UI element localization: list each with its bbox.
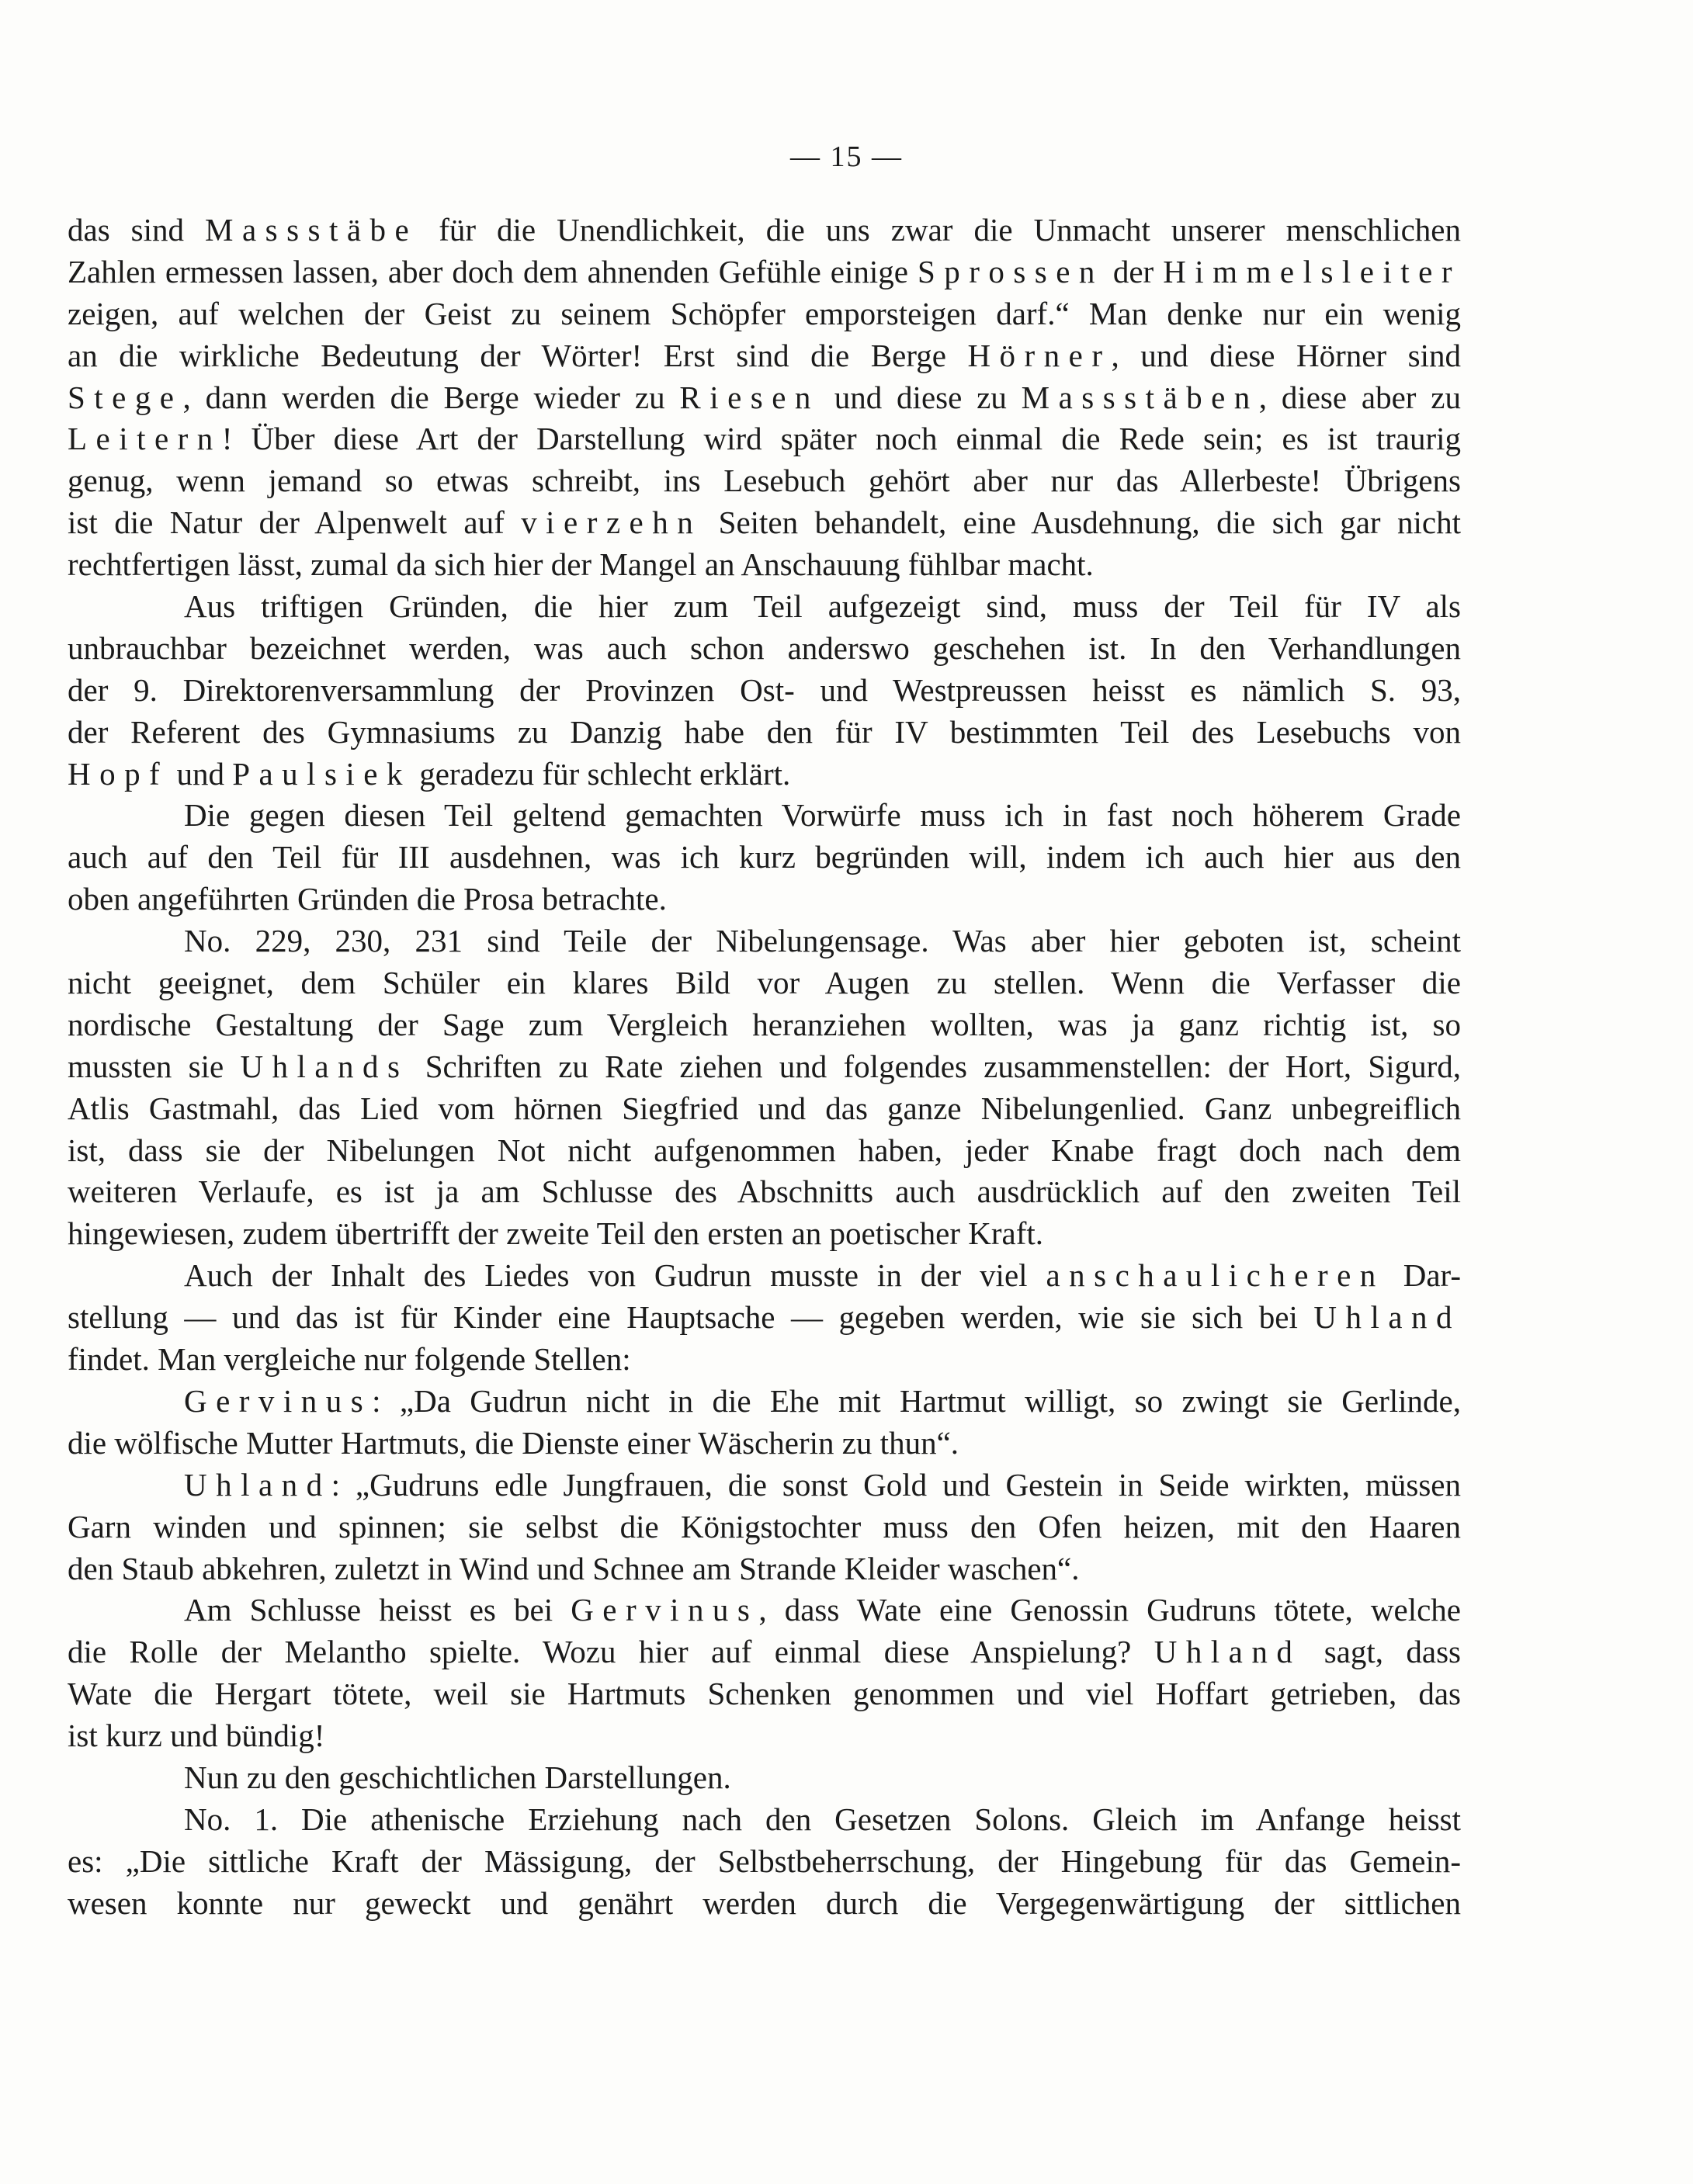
text-line <box>68 502 1461 544</box>
text-run: die wölfische Mutter Hartmuts, die Dienste einer Wäscherin zu thun“. <box>68 1424 959 1461</box>
text-line <box>68 1255 1461 1297</box>
text-line <box>68 1423 1461 1465</box>
text-line <box>68 1213 1461 1255</box>
text-line <box>68 1548 1461 1590</box>
text-run: und diese zu <box>819 379 1022 415</box>
text-line <box>68 418 1461 460</box>
text-run: ist, dass sie der Nibelungen Not nicht aufgenommen haben, jeder Knabe fragt doch nach dem <box>68 1132 1461 1168</box>
text-line <box>68 1841 1461 1883</box>
text-run: : „Gudruns edle Jungfrauen, die sonst Gold und Gestein in Seide wirkten, müssen <box>331 1466 1461 1503</box>
text-line <box>68 1757 1461 1799</box>
text-run: findet. Man vergleiche nur folgende Stellen: <box>68 1341 631 1378</box>
text-line <box>68 1883 1461 1925</box>
text-line <box>68 920 1461 962</box>
text-line <box>68 377 1461 419</box>
spaced-emphasis: vierzehn <box>521 504 703 541</box>
text-run: den Staub abkehren, zuletzt in Wind und Schnee am Strande Kleider waschen“. <box>68 1550 1080 1586</box>
text-run: No. 229, 230, 231 sind Teile der Nibelungensage. Was aber hier geboten ist, scheint <box>184 923 1461 959</box>
spaced-emphasis: Leitern <box>68 421 222 457</box>
text-run: für die Unendlichkeit, die uns zwar die Unmacht unserer menschlichen <box>418 212 1461 248</box>
spaced-emphasis: Himmelsleiter <box>1163 253 1461 289</box>
text-line <box>68 1715 1461 1757</box>
text-line <box>68 1506 1461 1548</box>
text-line <box>68 460 1461 502</box>
text-run: Zahlen ermessen lassen, aber doch dem ahnenden Gefühle einige <box>68 253 918 289</box>
text-run: Nun zu den geschichtlichen Darstellungen. <box>184 1759 731 1795</box>
text-line <box>68 210 1461 251</box>
text-line <box>68 1339 1461 1381</box>
text-line <box>68 1171 1461 1213</box>
text-run: es: „Die sittliche Kraft der Mässigung, der Selbstbeherrschung, der Hingebung für das Gemein- <box>68 1843 1461 1879</box>
text-line <box>68 1465 1461 1506</box>
text-run: , dass Wate eine Genossin Gudruns tötete, welche <box>758 1592 1461 1628</box>
text-run: das sind <box>68 212 206 248</box>
spaced-emphasis: Uhland <box>1154 1634 1302 1670</box>
text-run: ist kurz und bündig! <box>68 1718 325 1754</box>
text-line <box>68 1799 1461 1841</box>
text-run: nicht geeignet, dem Schüler ein klares Bild vor Augen zu stellen. Wenn die Verfasser die <box>68 965 1461 1001</box>
text-run: Die gegen diesen Teil geltend gemachten Vorwürfe muss ich in fast noch höherem Grade <box>184 797 1461 834</box>
text-run: ! Über diese Art der Darstellung wird später noch einmal die Rede sein; es ist traurig <box>221 421 1461 457</box>
text-line <box>68 293 1461 335</box>
text-run: Am Schlusse heisst es bei <box>184 1592 571 1628</box>
text-run: die Rolle der Melantho spielte. Wozu hier auf einmal diese Anspielung? <box>68 1634 1154 1670</box>
text-run: : „Da Gudrun nicht in die Ehe mit Hartmut willigt, so zwingt sie Gerlinde, <box>372 1382 1461 1419</box>
text-run: auch auf den Teil für III ausdehnen, was ich kurz begründen will, indem ich auch hier aus den <box>68 839 1461 875</box>
text-run: No. 1. Die athenische Erziehung nach den Gesetzen Solons. Gleich im Anfange heisst <box>184 1801 1461 1837</box>
text-line <box>68 1673 1461 1715</box>
text-line <box>68 795 1461 837</box>
text-line <box>68 586 1461 628</box>
text-run: Auch der Inhalt des Liedes von Gudrun musste in der viel <box>184 1257 1046 1294</box>
text-run: der <box>1103 253 1164 289</box>
text-line <box>68 962 1461 1004</box>
text-line <box>68 879 1461 920</box>
text-line <box>68 335 1461 377</box>
text-run: hingewiesen, zudem übertrifft der zweite Teil den ersten an poetischer Kraft. <box>68 1215 1044 1252</box>
text-run: oben angeführten Gründen die Prosa betrachte. <box>68 881 667 917</box>
text-run: Wate die Hergart tötete, weil sie Hartmuts Schenken genommen und viel Hoffart getrieben, das <box>68 1676 1461 1712</box>
text-run: , und diese Hörner sind <box>1111 337 1462 373</box>
spaced-emphasis: Hopf <box>68 755 169 792</box>
text-run: rechtfertigen lässt, zumal da sich hier der Mangel an Anschauung fühlbar macht. <box>68 546 1094 583</box>
text-run: Atlis Gastmahl, das Lied vom hörnen Siegfried und das ganze Nibelungenlied. Ganz unbegreiflich <box>68 1090 1461 1126</box>
text-line <box>68 1297 1461 1339</box>
text-run: nordische Gestaltung der Sage zum Vergleich heranziehen wollten, was ja ganz richtig ist, so <box>68 1006 1461 1042</box>
spaced-emphasis: Uhlands <box>240 1048 409 1084</box>
text-run: der 9. Direktorenversammlung der Provinzen Ost- und Westpreussen heisst es nämlich S. 93, <box>68 671 1461 708</box>
spaced-emphasis: Sprossen <box>917 253 1104 289</box>
text-run: stellung — und das ist für Kinder eine Hauptsache — gegeben werden, wie sie sich bei <box>68 1299 1314 1336</box>
text-line <box>68 1589 1461 1631</box>
spaced-emphasis: Massstäben <box>1021 379 1259 415</box>
text-line <box>68 628 1461 670</box>
text-run: wesen konnte nur geweckt und genährt werden durch die Vergegenwärtigung der sittlichen <box>68 1884 1461 1921</box>
spaced-emphasis: Uhland <box>184 1466 331 1503</box>
text-run: an die wirkliche Bedeutung der Wörter! Erst sind die Berge <box>68 337 968 373</box>
spaced-emphasis: Hörner <box>967 337 1112 373</box>
text-run: zeigen, auf welchen der Geist zu seinem Schöpfer emporsteigen darf.“ Man denke nur ein wenig <box>68 295 1461 331</box>
spaced-emphasis: Stege <box>68 379 183 415</box>
text-line <box>68 1381 1461 1423</box>
text-line <box>68 1130 1461 1172</box>
text-run: der Referent des Gymnasiums zu Danzig habe den für IV bestimmten Teil des Lesebuchs von <box>68 713 1461 750</box>
text-run: Dar- <box>1384 1257 1462 1294</box>
text-line <box>68 1004 1461 1046</box>
text-line <box>68 837 1461 879</box>
text-run: weiteren Verlaufe, es ist ja am Schlusse des Abschnitts auch ausdrücklich auf den zweiten Teil <box>68 1173 1461 1210</box>
body-text <box>68 210 1461 1925</box>
spaced-emphasis: Uhland <box>1313 1299 1461 1336</box>
page-number: — 15 — <box>790 140 903 173</box>
spaced-emphasis: Gervinus <box>571 1592 759 1628</box>
text-run: genug, wenn jemand so etwas schreibt, ins Lesebuch gehört aber nur das Allerbeste! Übrigens <box>68 463 1461 499</box>
text-line <box>68 754 1461 796</box>
text-line <box>68 712 1461 754</box>
text-run: Garn winden und spinnen; sie selbst die Königstochter muss den Ofen heizen, mit den Haaren <box>68 1508 1461 1544</box>
text-run: Aus triftigen Gründen, die hier zum Teil aufgezeigt sind, muss der Teil für IV als <box>184 588 1461 625</box>
text-run: , diese aber zu <box>1258 379 1461 415</box>
spaced-emphasis: Massstäbe <box>205 212 418 248</box>
spaced-emphasis: anschaulicheren <box>1046 1257 1385 1294</box>
text-line <box>68 670 1461 712</box>
text-run: Seiten behandelt, eine Ausdehnung, die sich gar nicht <box>702 504 1462 541</box>
text-line <box>68 1046 1461 1088</box>
text-run: sagt, dass <box>1301 1634 1461 1670</box>
text-run: mussten sie <box>68 1048 241 1084</box>
text-run: , dann werden die Berge wieder zu <box>182 379 680 415</box>
spaced-emphasis: Riesen <box>679 379 820 415</box>
text-line <box>68 544 1461 586</box>
text-line <box>68 1631 1461 1673</box>
spaced-emphasis: Paulsiek <box>232 755 411 792</box>
text-line <box>68 1088 1461 1130</box>
text-run: geradezu für schlecht erklärt. <box>411 755 791 792</box>
text-run: unbrauchbar bezeichnet werden, was auch schon anderswo geschehen ist. In den Verhandlungen <box>68 629 1461 666</box>
text-run: und <box>168 755 233 792</box>
text-run: ist die Natur der Alpenwelt auf <box>68 504 522 541</box>
text-line <box>68 251 1461 293</box>
text-run: Schriften zu Rate ziehen und folgendes zusammenstellen: der Hort, Sigurd, <box>408 1048 1461 1084</box>
spaced-emphasis: Gervinus <box>184 1382 373 1419</box>
